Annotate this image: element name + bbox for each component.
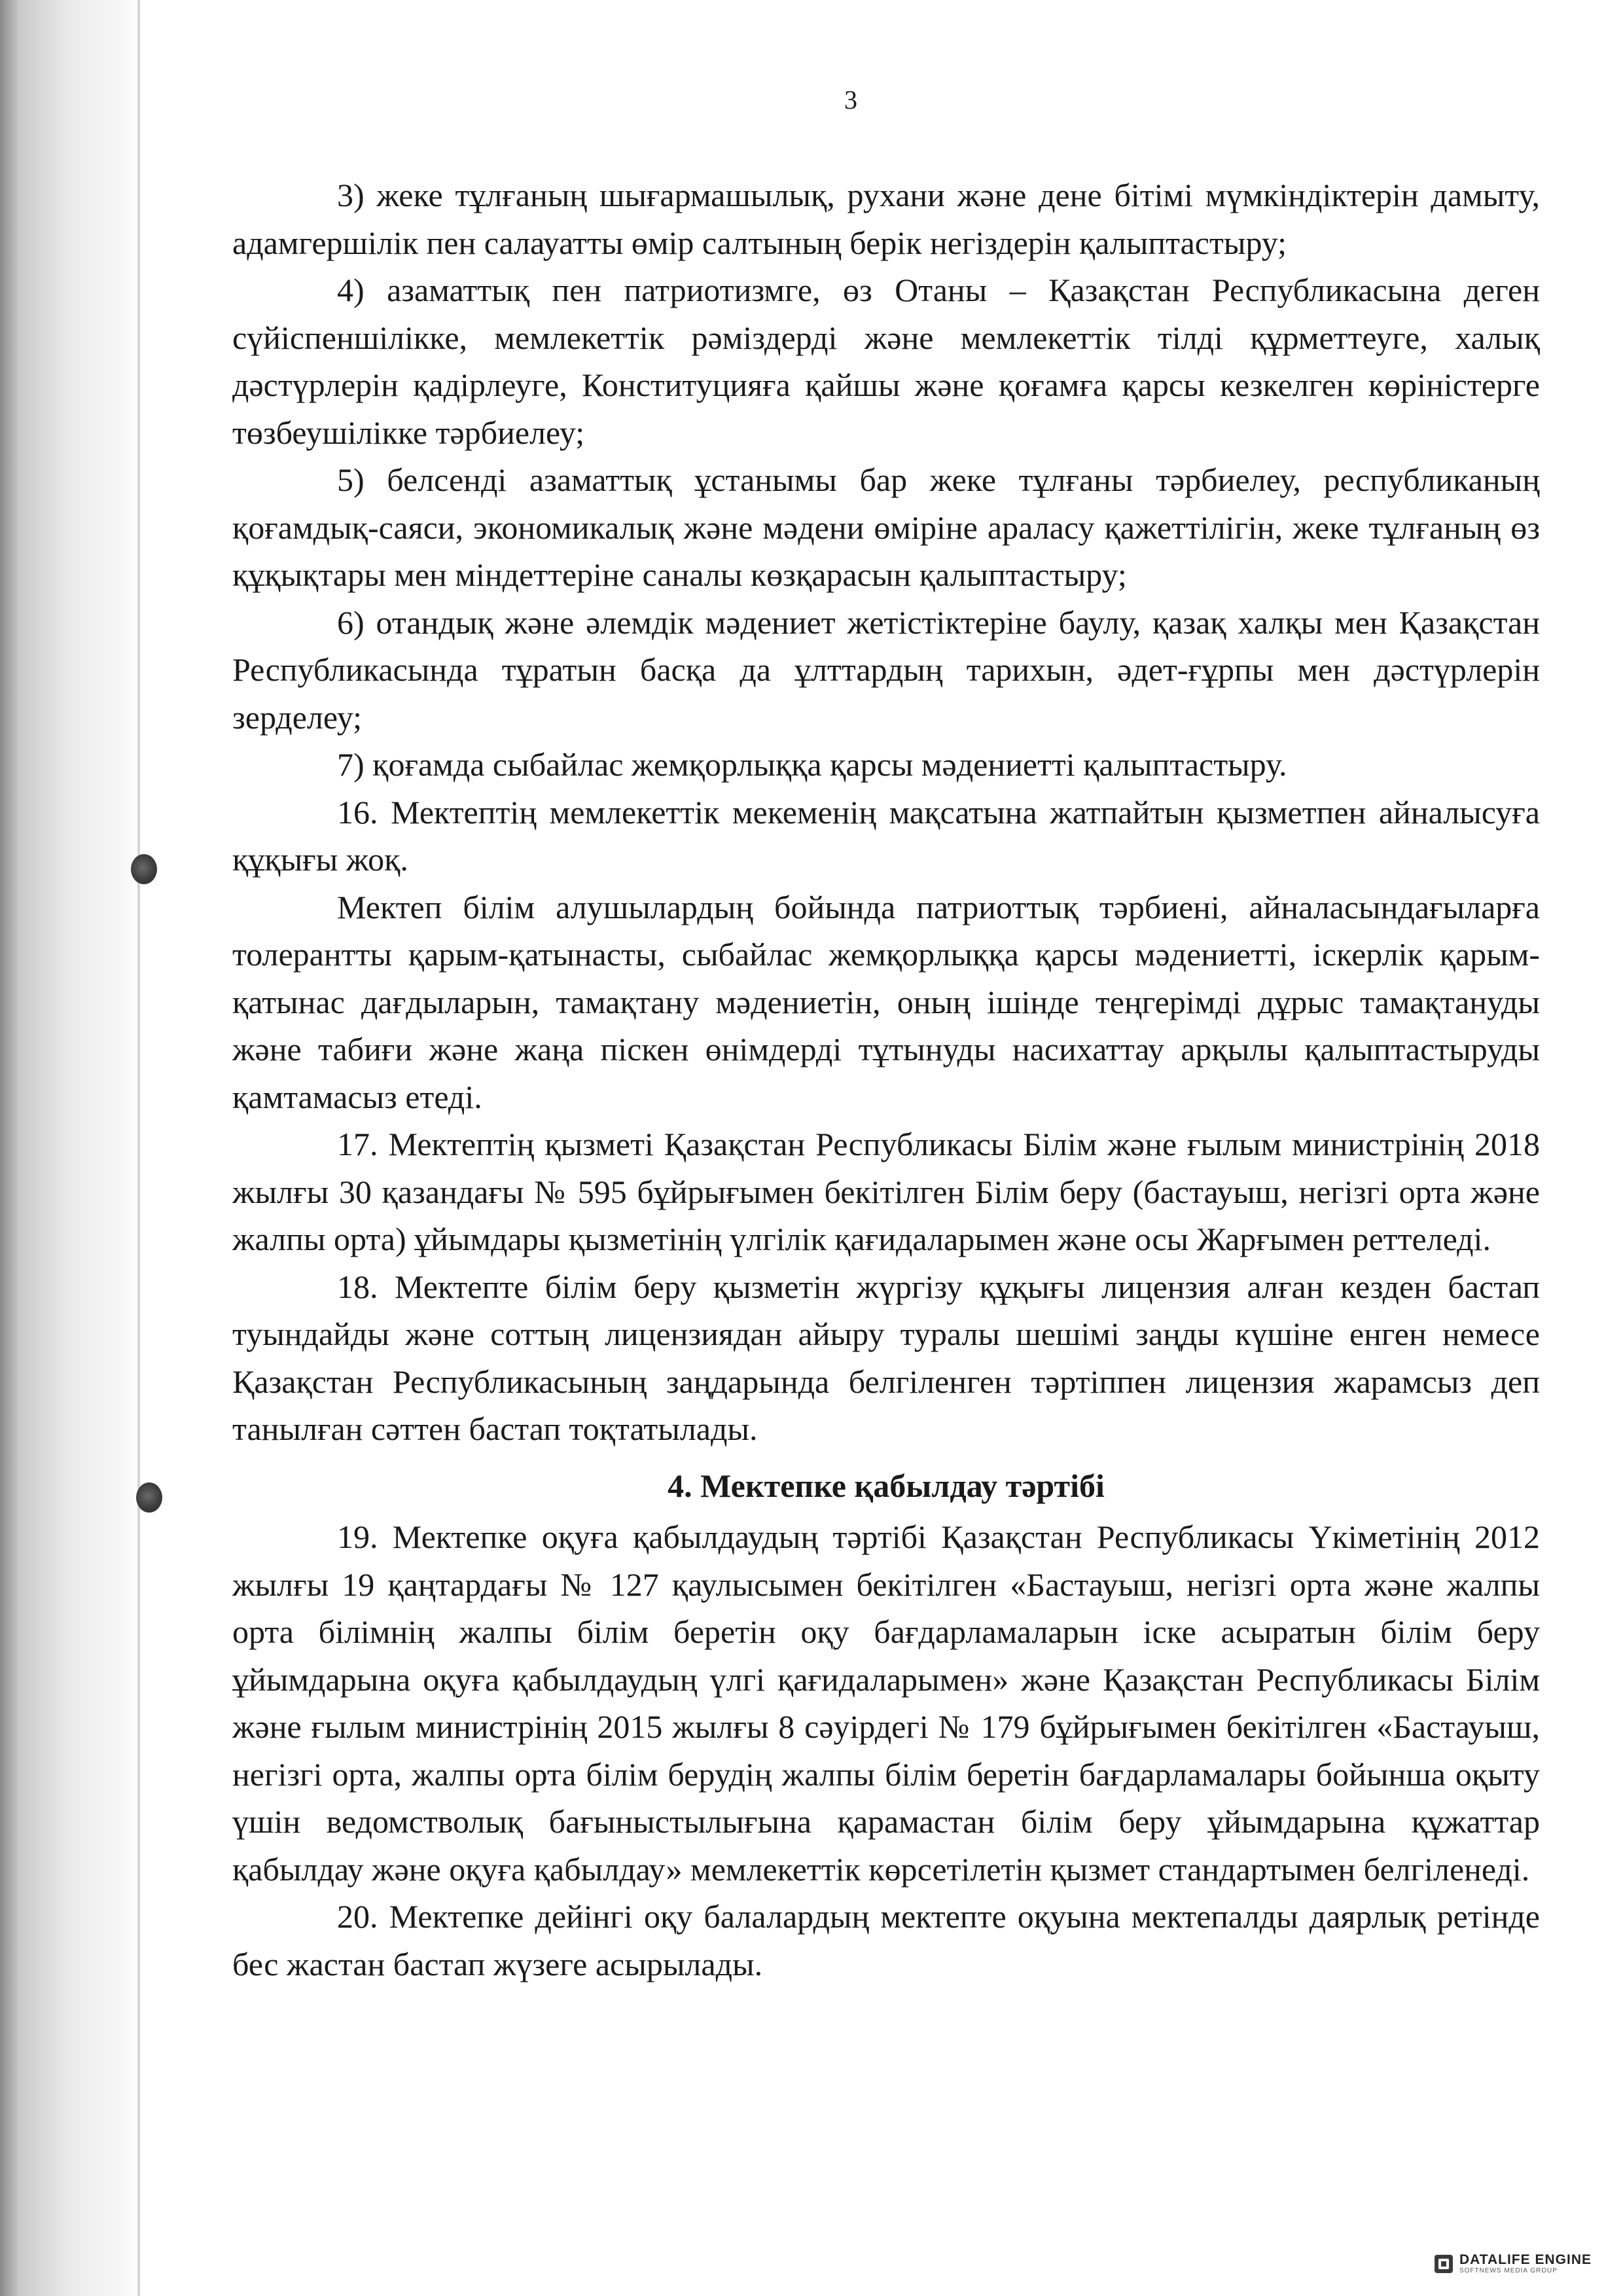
paragraph-item-4: 4) азаматтық пен патриотизмге, өз Отаны – Қазақстан Республикасына деген сүйіспеншілікке, мемлекеттік рәміздерді және мемлекеттік тілді құрметтеуге, халық дәстүрлерін қадірлеуге, Конституцияға қайшы және қоғамға қарсы кезкелген көріністерге төзбеушілікке тәрбиелеу; — [232, 272, 1540, 451]
paragraph-clause-20: 20. Мектепке дейінгі оқу балалардың мектепте оқуына мектепалды даярлық ретінде бес жастан бастап жүзеге асырылады. — [232, 1898, 1540, 1982]
paragraph-clause-17: 17. Мектептің қызметі Қазақстан Республикасы Білім және ғылым министрінің 2018 жылғы 30 қазандағы № 595 бұйрығымен бекітілген Білім беру (бастауыш, негізгі орта және жалпы орта) ұйымдары қызметінің үлгілік қағидаларымен және осы Жарғымен реттеледі. — [232, 1126, 1540, 1257]
paragraph-item-3: 3) жеке тұлғаның шығармашылық, рухани және дене бітімі мүмкіндіктерін дамыту, адамгершілік пен салауатты өмір салтының берік негіздерін қалыптастыру; — [232, 177, 1540, 261]
paragraph-clause-19: 19. Мектепке оқуға қабылдаудың тәртібі Қазақстан Республикасы Үкіметінің 2012 жылғы 19 қаңтардағы № 127 қаулысымен бекітілген «Бастауыш, негізгі орта және жалпы орта білімнің жалпы білім беретін оқу бағдарламаларын іске асыратын білім беру ұйымдарына оқуға қабылдаудың үлгі қағидаларымен» және Қазақстан Республикасы Білім және ғылым министрінің 2015 жылғы 8 сәуірдегі № 179 бұйрығымен бекітілген «Бастауыш, негізгі орта, жалпы орта білім берудің жалпы білім беретін бағдарламалары бойынша оқыту үшін ведомстволық бағыныстылығына қарамастан білім беру ұйымдарына құжаттар қабылдау және оқуға қабылдау» мемлекеттік көрсетілетін қызмет стандартымен белгіленеді. — [232, 1518, 1540, 1888]
paragraph-item-7: 7) қоғамда сыбайлас жемқорлыққа қарсы мәдениетті қалыптастыру. — [337, 746, 1287, 783]
document-body — [232, 171, 1540, 1988]
page-number: 3 — [844, 85, 857, 115]
paragraph-clause-16: 16. Мектептің мемлекеттік мекеменің мақсатына жатпайтын қызметпен айналысуға құқығы жоқ. — [232, 793, 1540, 878]
watermark — [1433, 2253, 1592, 2275]
punch-hole — [131, 854, 157, 884]
datalife-engine-logo-icon — [1433, 2253, 1454, 2274]
section-heading: 4. Мектепке қабылдау тәртібі — [668, 1467, 1105, 1504]
paragraph-clause-18: 18. Мектепте білім беру қызметін жүргізу құқығы лицензия алған кезден бастап туындайды және соттың лицензиядан айыру туралы шешімі заңды күшіне енген немесе Қазақстан Республикасының заңдарында белгіленген тәртіппен лицензия жарамсыз деп танылған сәттен бастап тоқтатылады. — [232, 1268, 1540, 1447]
paragraph-clause-16-continued: Мектеп білім алушылардың бойында патриоттық тәрбиені, айналасындағыларға толерантты қарым-қатынасты, сыбайлас жемқорлыққа қарсы мәдениетті, іскерлік қарым-қатынас дағдыларын, тамақтану мәдениетін, оның ішінде теңгерімді дұрыс тамақтануды және табиғи және жаңа піскен өнімдерді тұтынуды насихаттау арқылы қалыптастыруды қамтамасыз етеді. — [232, 888, 1540, 1115]
page-edge-line — [137, 0, 140, 2296]
watermark-subtitle: SOFTNEWS MEDIA GROUP — [1459, 2267, 1558, 2274]
scan-binding-shadow — [0, 0, 141, 2296]
paragraph-item-6: 6) отандық және әлемдік мәдениет жетістіктеріне баулу, қазақ халқы мен Қазақстан Республикасында тұратын басқа да ұлттардың тарихын, әдет-ғұрпы мен дәстүрлерін зерделеу; — [232, 603, 1540, 736]
paragraph-item-5: 5) белсенді азаматтық ұстанымы бар жеке тұлғаны тәрбиелеу, республиканың қоғамдық-саяси, экономикалық және мәдени өміріне араласу қажеттілігін, жеке тұлғаның өз құқықтары мен міндеттеріне саналы көзқарасын қалыптастыру; — [232, 461, 1540, 593]
punch-hole — [136, 1482, 162, 1513]
watermark-title: DATALIFE ENGINE — [1459, 2252, 1592, 2267]
watermark-text — [1459, 2253, 1592, 2275]
